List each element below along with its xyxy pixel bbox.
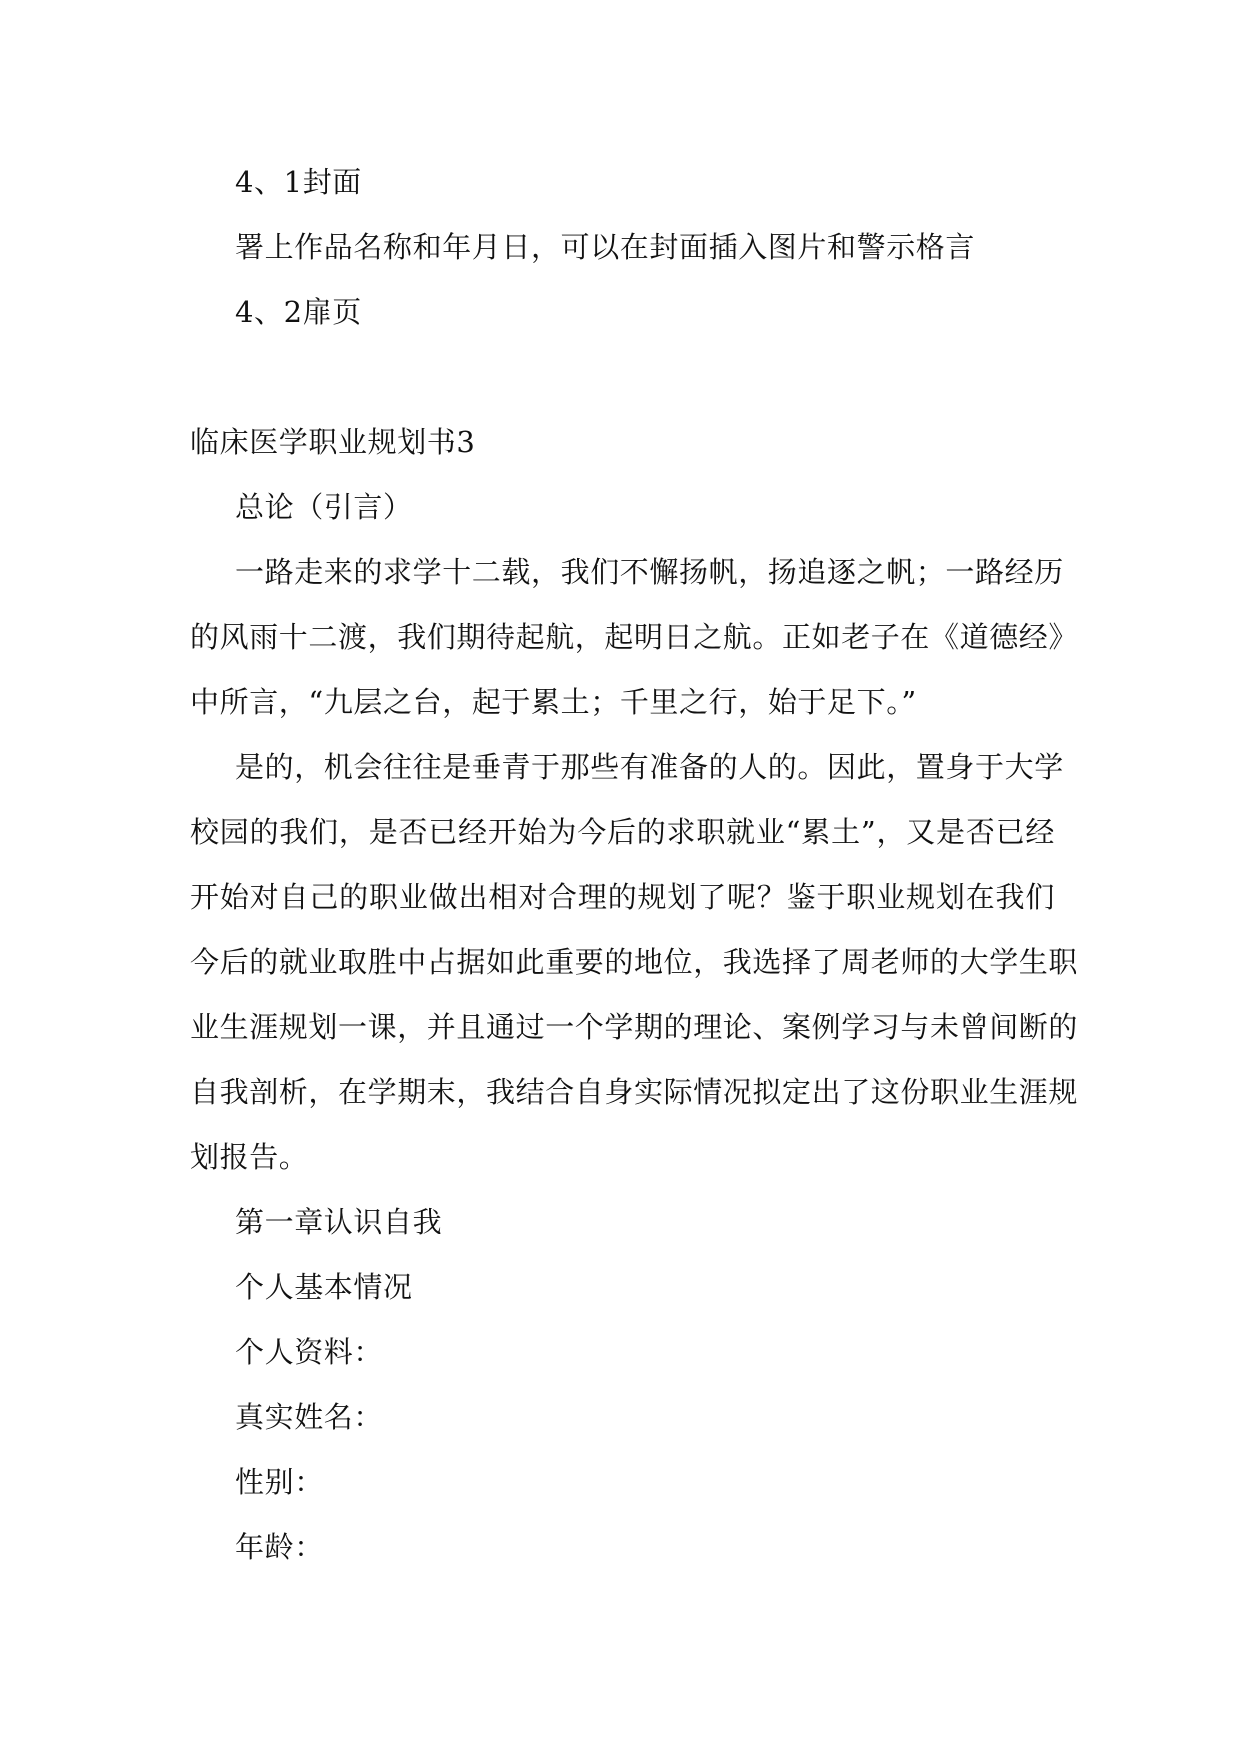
field-label-name: 真实姓名： [235,1400,384,1434]
paragraph-line: 划报告。 [190,1140,309,1174]
document-title: 临床医学职业规划书3 [190,425,476,459]
section-heading-title-page: 4、2扉页 [235,295,362,329]
field-label-gender: 性别： [235,1465,324,1499]
paragraph-line: 自我剖析，在学期末，我结合自身实际情况拟定出了这份职业生涯规 [190,1075,1079,1109]
paragraph-line: 一路走来的求学十二载，我们不懈扬帆，扬追逐之帆；一路经历 [235,555,1064,589]
subsection-heading: 个人基本情况 [235,1270,413,1304]
paragraph-line: 中所言，“九层之台，起于累土；千里之行，始于足下。” [190,685,917,719]
chapter-heading: 第一章认识自我 [235,1205,443,1239]
paragraph-line: 是的，机会往往是垂青于那些有准备的人的。因此，置身于大学 [235,750,1064,784]
paragraph-line: 开始对自己的职业做出相对合理的规划了呢？鉴于职业规划在我们 [190,880,1055,914]
field-label-personal-info: 个人资料： [235,1335,384,1369]
paragraph-line: 业生涯规划一课，并且通过一个学期的理论、案例学习与未曾间断的 [190,1010,1079,1044]
field-label-age: 年龄： [235,1530,324,1564]
section-heading-cover: 4、1封面 [235,165,362,199]
introduction-heading: 总论（引言） [235,490,413,524]
paragraph-line: 校园的我们，是否已经开始为今后的求职就业“累土”，又是否已经 [190,815,1055,849]
paragraph-line: 的风雨十二渡，我们期待起航，起明日之航。正如老子在《道德经》 [190,620,1079,654]
paragraph-line: 今后的就业取胜中占据如此重要的地位，我选择了周老师的大学生职 [190,945,1079,979]
cover-instruction: 署上作品名称和年月日，可以在封面插入图片和警示格言 [235,230,976,264]
